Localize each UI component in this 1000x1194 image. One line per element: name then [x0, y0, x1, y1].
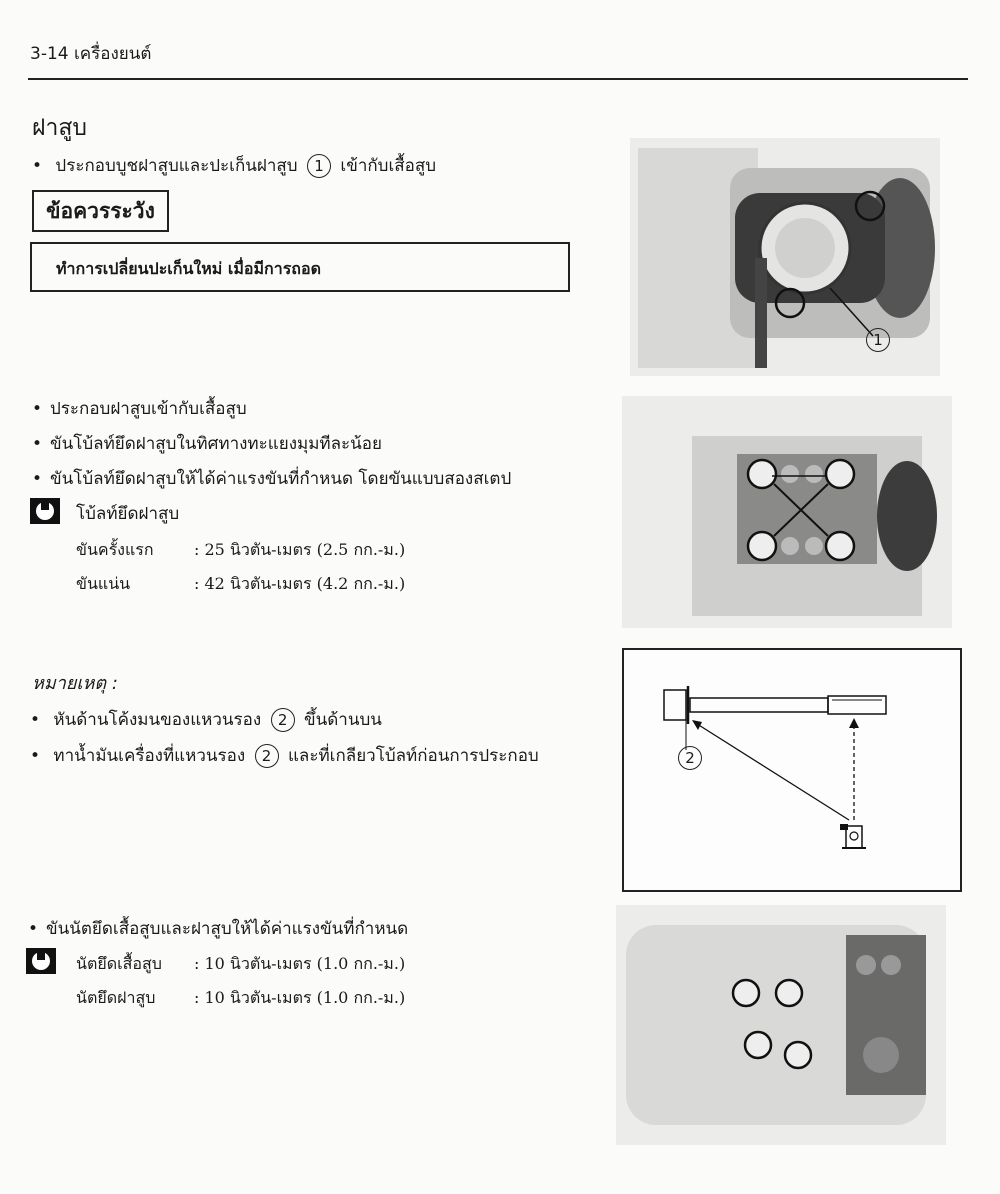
note-text: ทาน้ำมันเครื่องที่แหวนรอง [53, 746, 246, 766]
step-tighten-diagonal [32, 430, 382, 457]
section-title: ฝาสูบ [32, 115, 88, 141]
torque-label: นัตยึดเสื้อสูบ [76, 954, 162, 973]
head-bolt-pattern-illustration [622, 396, 952, 628]
note-title: หมายเหตุ : [32, 673, 118, 694]
callout-marker: 1 [866, 328, 890, 352]
caution-label: ข้อควรระวัง [32, 190, 169, 232]
torque-label: ขันแน่น [76, 574, 131, 593]
torque-value: : 10 นิวตัน-เมตร (1.0 กก.-ม.) [194, 988, 406, 1007]
bolt-diagram-illustration [624, 650, 960, 890]
note-washer-orientation [30, 706, 382, 733]
step-text: ประกอบบูชฝาสูบและปะเก็นฝาสูบ [55, 156, 298, 176]
torque-value: : 25 นิวตัน-เมตร (2.5 กก.-ม.) [194, 540, 406, 559]
caution-box [30, 242, 570, 292]
note-apply-oil [30, 742, 539, 769]
photo-head-bolt-pattern [622, 396, 952, 628]
step-text: เข้ากับเสื้อสูบ [340, 156, 437, 176]
callout-ref: 2 [271, 708, 295, 732]
torque-wrench-icon [26, 948, 56, 978]
step-text: ประกอบฝาสูบเข้ากับเสื้อสูบ [50, 399, 247, 419]
callout-marker: 2 [678, 746, 702, 770]
cylinder-nuts-illustration [616, 905, 946, 1145]
callout-ref: 2 [255, 744, 279, 768]
torque-wrench-icon [30, 498, 60, 528]
figure3-callout [678, 746, 702, 770]
caution-text: ทำการเปลี่ยนปะเก็นใหม่ เมื่อมีการถอด [56, 259, 321, 278]
torque-row-head-nut [76, 986, 405, 1011]
callout-ref: 1 [307, 154, 331, 178]
cylinder-gasket-illustration [630, 138, 940, 376]
torque-label: ขันครั้งแรก [76, 540, 154, 559]
torque-row-final [76, 572, 405, 597]
torque-value: : 10 นิวตัน-เมตร (1.0 กก.-ม.) [194, 954, 406, 973]
note-text: ขึ้นด้านบน [304, 710, 382, 730]
note-text: หันด้านโค้งมนของแหวนรอง [53, 710, 262, 730]
photo-cylinder-nuts [616, 905, 946, 1145]
page-header: 3-14 เครื่องยนต์ [30, 44, 152, 64]
header-divider [28, 78, 968, 80]
torque-row-cylinder-nut [76, 952, 405, 977]
step-tighten-nuts [28, 915, 408, 942]
step-text: ขันนัตยึดเสื้อสูบและฝาสูบให้ได้ค่าแรงขันที่กำหนด [46, 919, 409, 939]
torque-label: นัตยึดฝาสูบ [76, 988, 156, 1007]
note-text: และที่เกลียวโบ้ลท์ก่อนการประกอบ [287, 746, 539, 766]
step-tighten-two-steps [32, 465, 511, 492]
bolt-washer-diagram [622, 648, 962, 892]
torque-title: โบ้ลท์ยึดฝาสูบ [76, 504, 180, 524]
step-text: ขันโบ้ลท์ยึดฝาสูบให้ได้ค่าแรงขันที่กำหนด โดยขันแบบสองสเตป [50, 469, 512, 489]
torque-value: : 42 นิวตัน-เมตร (4.2 กก.-ม.) [194, 574, 406, 593]
step-install-gasket [32, 152, 436, 179]
figure1-callout [866, 328, 890, 352]
photo-cylinder-gasket [630, 138, 940, 376]
step-text: ขันโบ้ลท์ยึดฝาสูบในทิศทางทะแยงมุมทีละน้อย [50, 434, 382, 454]
torque-row-initial [76, 538, 405, 563]
step-install-head [32, 395, 247, 422]
